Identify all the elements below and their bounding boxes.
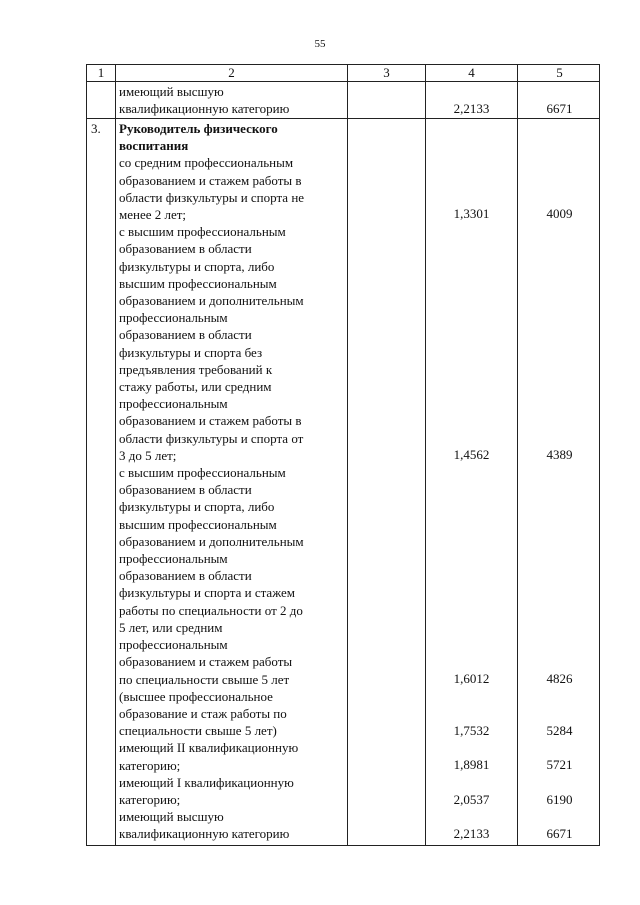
description-line: профессиональным: [119, 310, 228, 326]
description-line: имеющий I квалификационную: [119, 774, 294, 790]
header-col-4: 4: [425, 65, 517, 81]
description-line: образованием и стажем работы: [119, 654, 293, 670]
description-line: высшим профессиональным: [119, 516, 277, 532]
description-line: образованием и стажем работы в: [119, 413, 302, 429]
cell-col3-empty: [347, 119, 425, 845]
coefficient-value: 1,6012: [453, 671, 490, 686]
salary-value: 4389: [546, 447, 573, 462]
header-col-5: 5: [517, 65, 601, 81]
coefficient-value: 2,2133: [453, 101, 490, 116]
cell-col3-empty: [347, 82, 425, 118]
header-col-3: 3: [347, 65, 425, 81]
description-line: образованием в области: [119, 241, 252, 257]
coefficient-value: 2,0537: [453, 792, 490, 807]
description-line: со средним профессиональным: [119, 155, 294, 171]
description-line: образованием и дополнительным: [119, 293, 304, 309]
coefficient-value: 1,4562: [453, 447, 490, 462]
description-line: области физкультуры и спорта от: [119, 430, 304, 446]
description-line: образованием и дополнительным: [119, 533, 304, 549]
description-line: образованием в области: [119, 482, 252, 498]
description-line: квалификационную категорию: [119, 826, 290, 842]
description-line: физкультуры и спорта без: [119, 344, 263, 360]
table-row-3: [86, 119, 600, 846]
table-row-previous: [86, 82, 600, 119]
row-index: 3.: [91, 121, 101, 136]
description-line: по специальности свыше 5 лет: [119, 671, 290, 687]
cell-description: [115, 82, 347, 118]
description-line: стажу работы, или средним: [119, 379, 272, 395]
description-line: образованием в области: [119, 568, 252, 584]
description-line: категорию;: [119, 791, 181, 807]
salary-value: 5721: [546, 757, 573, 772]
position-title-line: воспитания: [119, 138, 189, 154]
description-line: (высшее профессиональное: [119, 688, 273, 704]
description-line: профессиональным: [119, 551, 228, 567]
description-line: физкультуры и спорта, либо: [119, 499, 275, 515]
description-line: предъявления требований к: [119, 361, 273, 377]
description-line: физкультуры и спорта, либо: [119, 258, 275, 274]
cell-index-empty: [87, 82, 115, 118]
description-line: высшим профессиональным: [119, 275, 277, 291]
salary-value: 4826: [546, 671, 573, 686]
description-line: с высшим профессиональным: [119, 224, 286, 240]
description-line: квалификационную категорию: [119, 101, 290, 117]
salary-value: 6671: [546, 826, 573, 841]
cell-coefficient: [425, 119, 517, 845]
description-line: менее 2 лет;: [119, 207, 187, 223]
coefficient-value: 2,2133: [453, 826, 490, 841]
description-line: имеющий высшую: [119, 84, 224, 99]
description-line: области физкультуры и спорта не: [119, 189, 305, 205]
cell-coefficient: [425, 82, 517, 118]
position-title-line: Руководитель физического: [119, 121, 278, 136]
salary-value: 6190: [546, 792, 573, 807]
description-line: имеющий II квалификационную: [119, 740, 299, 756]
tariff-table: [86, 64, 600, 846]
cell-salary: [517, 119, 601, 845]
header-col-1: 1: [97, 65, 105, 80]
description-line: 5 лет, или средним: [119, 619, 223, 635]
page-number: 55: [314, 38, 326, 50]
coefficient-value: 1,8981: [453, 757, 490, 772]
salary-value: 6671: [546, 101, 573, 116]
coefficient-value: 1,7532: [453, 723, 490, 738]
description-line: 3 до 5 лет;: [119, 447, 177, 463]
salary-value: 4009: [546, 206, 573, 221]
salary-value: 5284: [546, 723, 573, 738]
coefficient-value: 1,3301: [453, 206, 490, 221]
description-line: физкультуры и спорта и стажем: [119, 585, 296, 601]
description-line: работы по специальности от 2 до: [119, 602, 303, 618]
cell-description: [115, 119, 347, 845]
description-line: категорию;: [119, 757, 181, 773]
header-col-2: 2: [115, 65, 347, 81]
description-line: образованием и стажем работы в: [119, 172, 302, 188]
description-line: образованием в области: [119, 327, 252, 343]
description-line: образование и стаж работы по: [119, 705, 287, 721]
description-line: специальности свыше 5 лет): [119, 723, 277, 739]
description-line: профессиональным: [119, 396, 228, 412]
cell-salary: [517, 82, 601, 118]
description-line: с высшим профессиональным: [119, 465, 286, 481]
description-line: имеющий высшую: [119, 809, 224, 825]
description-line: профессиональным: [119, 637, 228, 653]
table-header-row: [86, 64, 600, 82]
